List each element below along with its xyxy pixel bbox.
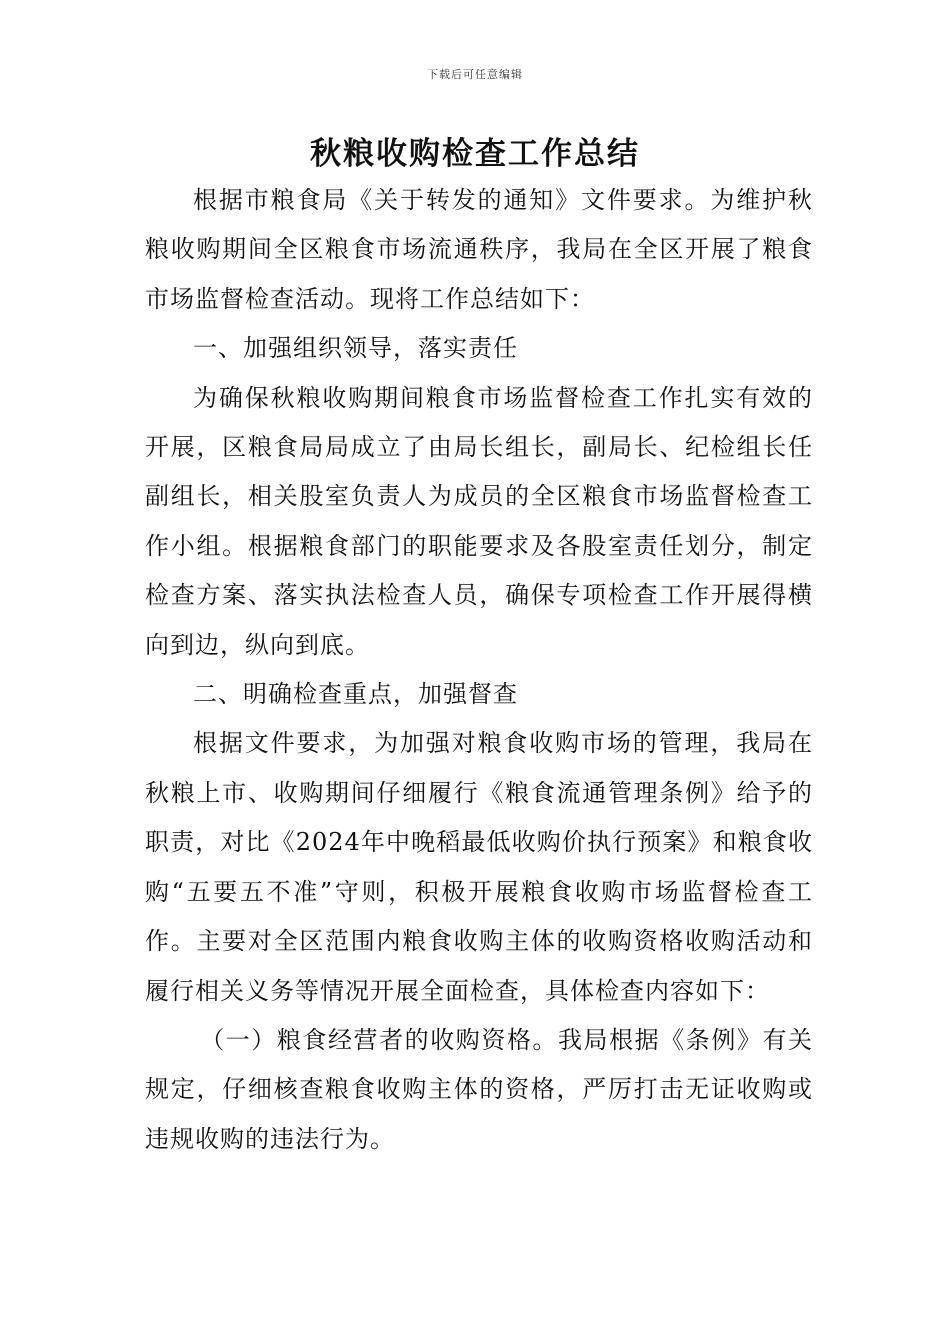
document-body (145, 176, 813, 1164)
subsection-1-paragraph: （一）粮食经营者的收购资格。我局根据《条例》有关规定，仔细核查粮食收购主体的资格，严厉打击无证收购或违规收购的违法行为。 (145, 1025, 813, 1153)
section-heading-1: 一、加强组织领导，落实责任 (193, 334, 518, 363)
header-note: 下载后可任意编辑 (427, 68, 523, 81)
document-title: 秋粮收购检查工作总结 (310, 136, 640, 172)
intro-paragraph: 根据市粮食局《关于转发的通知》文件要求。为维护秋粮收购期间全区粮食市场流通秩序，我局在全区开展了粮食市场监督检查活动。现将工作总结如下： (145, 186, 813, 313)
section-1-paragraph: 为确保秋粮收购期间粮食市场监督检查工作扎实有效的开展，区粮食局局成立了由局长组长，副局长、纪检组长任副组长，相关股室负责人为成员的全区粮食市场监督检查工作小组。根据粮食部门的职能要求及各股室责任划分，制定检查方案、落实执法检查人员，确保专项检查工作开展得横向到边，纵向到底。 (145, 383, 813, 659)
section-2-paragraph: 根据文件要求，为加强对粮食收购市场的管理，我局在秋粮上市、收购期间仔细履行《粮食流通管理条例》给予的职责，对比《2024年中晚稻最低收购价执行预案》和粮食收购“五要五不准”守则，积极开展粮食收购市场监督检查工作。主要对全区范围内粮食收购主体的收购资格收购活动和履行相关义务等情况开展全面检查，具体检查内容如下： (145, 729, 813, 1005)
section-heading-2: 二、明确检查重点，加强督查 (193, 680, 518, 709)
